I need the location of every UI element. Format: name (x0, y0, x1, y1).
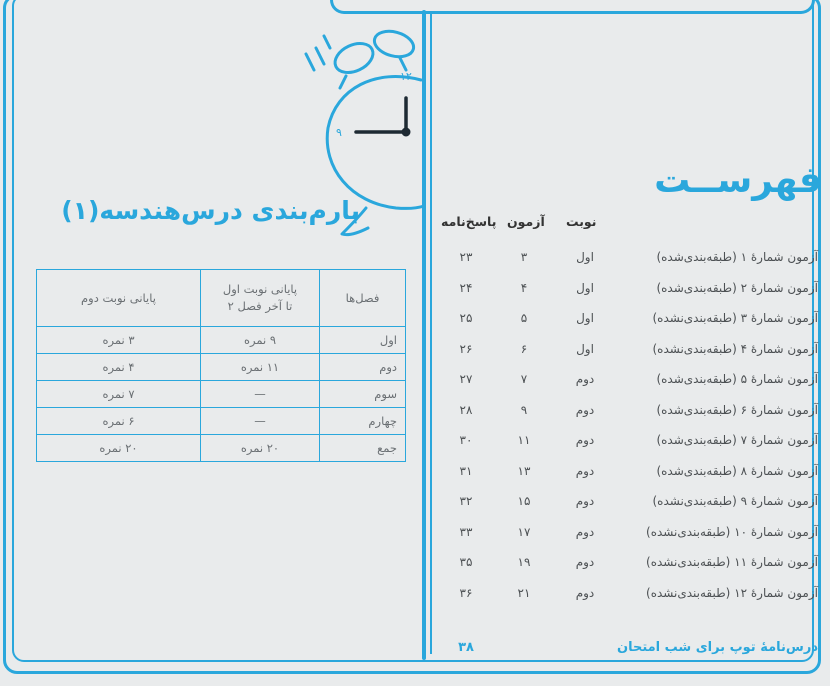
entry-answer-page: ۲۵ (459, 311, 473, 325)
entry-test-page: ۱۷ (517, 524, 531, 539)
first-term-cell: ۱۱ نمره (201, 354, 320, 381)
table-row (37, 381, 406, 408)
entry-turn: دوم (575, 372, 595, 386)
score-distribution-title (60, 196, 360, 225)
entry-turn: دوم (575, 463, 595, 478)
header-first-term-line2: تا آخر فصل ۲ (227, 299, 293, 313)
first-term-cell: — (201, 381, 320, 408)
entry-test-page: ۱۳ (517, 463, 531, 478)
second-term-cell: ۳ نمره (37, 327, 201, 354)
entry-answer-page: ۳۰ (459, 433, 473, 447)
list-item[interactable] (440, 433, 818, 461)
chapter-cell: چهارم (320, 408, 406, 435)
footer-item-name: درس‌نامهٔ توپ برای شب امتحان (616, 640, 818, 655)
second-term-cell: ۲۰ نمره (37, 435, 201, 462)
entry-answer-page: ۳۱ (459, 463, 473, 478)
entry-test-page: ۲۱ (517, 585, 531, 600)
entry-name: آزمون شمارهٔ ۴ (طبقه‌بندی‌نشده) (652, 341, 818, 356)
entry-name: آزمون شمارهٔ ۷ (طبقه‌بندی‌شده) (656, 433, 818, 447)
entry-answer-page: ۲۸ (459, 402, 473, 417)
first-term-cell: — (201, 408, 320, 435)
entry-name: آزمون شمارهٔ ۵ (طبقه‌بندی‌شده) (656, 372, 818, 386)
clock-nine: ۹ (336, 126, 342, 139)
entry-turn: اول (576, 311, 594, 325)
list-item[interactable] (440, 342, 818, 370)
entry-turn: اول (576, 280, 594, 295)
table-row (37, 327, 406, 354)
entry-test-page: ۴ (520, 280, 528, 295)
entry-turn: اول (576, 341, 594, 356)
column-header-turn: نوبت (566, 214, 597, 229)
entry-turn: دوم (575, 555, 595, 569)
entry-answer-page: ۲۶ (459, 341, 473, 356)
entry-name: آزمون شمارهٔ ۲ (طبقه‌بندی‌شده) (656, 280, 818, 295)
entry-answer-page: ۳۳ (459, 524, 473, 539)
index-footer-item[interactable] (440, 640, 818, 662)
entry-name: آزمون شمارهٔ ۱۲ (طبقه‌بندی‌نشده) (646, 585, 818, 600)
entry-turn: دوم (575, 494, 595, 508)
entry-answer-page: ۳۵ (459, 555, 473, 569)
chapter-cell: دوم (320, 354, 406, 381)
table-row (37, 354, 406, 381)
list-item[interactable] (440, 372, 818, 400)
entry-name: آزمون شمارهٔ ۹ (طبقه‌بندی‌نشده) (652, 494, 818, 508)
entry-turn: دوم (575, 433, 595, 447)
chapter-cell: اول (320, 327, 406, 354)
header-first-term (201, 270, 320, 327)
entry-name: آزمون شمارهٔ ۱۱ (طبقه‌بندی‌نشده) (646, 555, 818, 569)
entry-turn: دوم (575, 402, 595, 417)
second-term-cell: ۶ نمره (37, 408, 201, 435)
entry-name: آزمون شمارهٔ ۱ (طبقه‌بندی‌شده) (656, 250, 818, 264)
clock-twelve: ۱۲ (400, 70, 412, 83)
entry-turn: دوم (575, 524, 595, 539)
entry-answer-page: ۳۲ (459, 494, 473, 508)
column-header-test: آزمون (507, 214, 545, 229)
entry-name: آزمون شمارهٔ ۶ (طبقه‌بندی‌شده) (656, 402, 818, 417)
list-item[interactable] (440, 250, 818, 278)
entry-turn: اول (576, 250, 594, 264)
entry-test-page: ۹ (520, 402, 528, 417)
list-item[interactable] (440, 586, 818, 614)
column-header-answer: پاسخ‌نامه (441, 214, 497, 229)
entry-test-page: ۱۵ (517, 494, 531, 508)
entry-test-page: ۳ (520, 250, 528, 264)
second-term-cell: ۴ نمره (37, 354, 201, 381)
table-row (37, 435, 406, 462)
index-title: فهرســت (654, 160, 822, 201)
header-chapters: فصل‌ها (320, 270, 406, 327)
first-term-cell: ۲۰ نمره (201, 435, 320, 462)
chapter-cell: جمع (320, 435, 406, 462)
chapter-cell: سوم (320, 381, 406, 408)
top-tab-border (330, 0, 815, 14)
entry-test-page: ۱۹ (517, 555, 531, 569)
entry-test-page: ۷ (520, 372, 528, 386)
entry-test-page: ۵ (520, 311, 528, 325)
entry-test-page: ۶ (520, 341, 528, 356)
list-item[interactable] (440, 403, 818, 431)
entry-name: آزمون شمارهٔ ۸ (طبقه‌بندی‌شده) (656, 463, 818, 478)
list-item[interactable] (440, 525, 818, 553)
score-table (36, 269, 406, 462)
score-distribution-title-text: بارم‌بندی درس‌هندسه(۱) (61, 196, 360, 225)
entry-name: آزمون شمارهٔ ۱۰ (طبقه‌بندی‌نشده) (646, 524, 818, 539)
second-term-cell: ۷ نمره (37, 381, 201, 408)
score-table-header (37, 270, 406, 327)
list-item[interactable] (440, 494, 818, 522)
list-item[interactable] (440, 464, 818, 492)
entry-name: آزمون شمارهٔ ۳ (طبقه‌بندی‌نشده) (652, 311, 818, 325)
first-term-cell: ۹ نمره (201, 327, 320, 354)
footer-item-page: ۳۸ (458, 640, 474, 655)
header-second-term: پایانی نوبت دوم (37, 270, 201, 327)
entry-answer-page: ۲۷ (459, 372, 473, 386)
entry-answer-page: ۲۳ (459, 250, 473, 264)
list-item[interactable] (440, 555, 818, 583)
list-item[interactable] (440, 281, 818, 309)
entry-answer-page: ۲۴ (459, 280, 473, 295)
list-item[interactable] (440, 311, 818, 339)
header-first-term-line1: پایانی نوبت اول (222, 282, 298, 296)
table-row (37, 408, 406, 435)
entry-test-page: ۱۱ (517, 433, 531, 447)
entry-turn: دوم (575, 585, 595, 600)
entry-answer-page: ۳۶ (459, 585, 473, 600)
